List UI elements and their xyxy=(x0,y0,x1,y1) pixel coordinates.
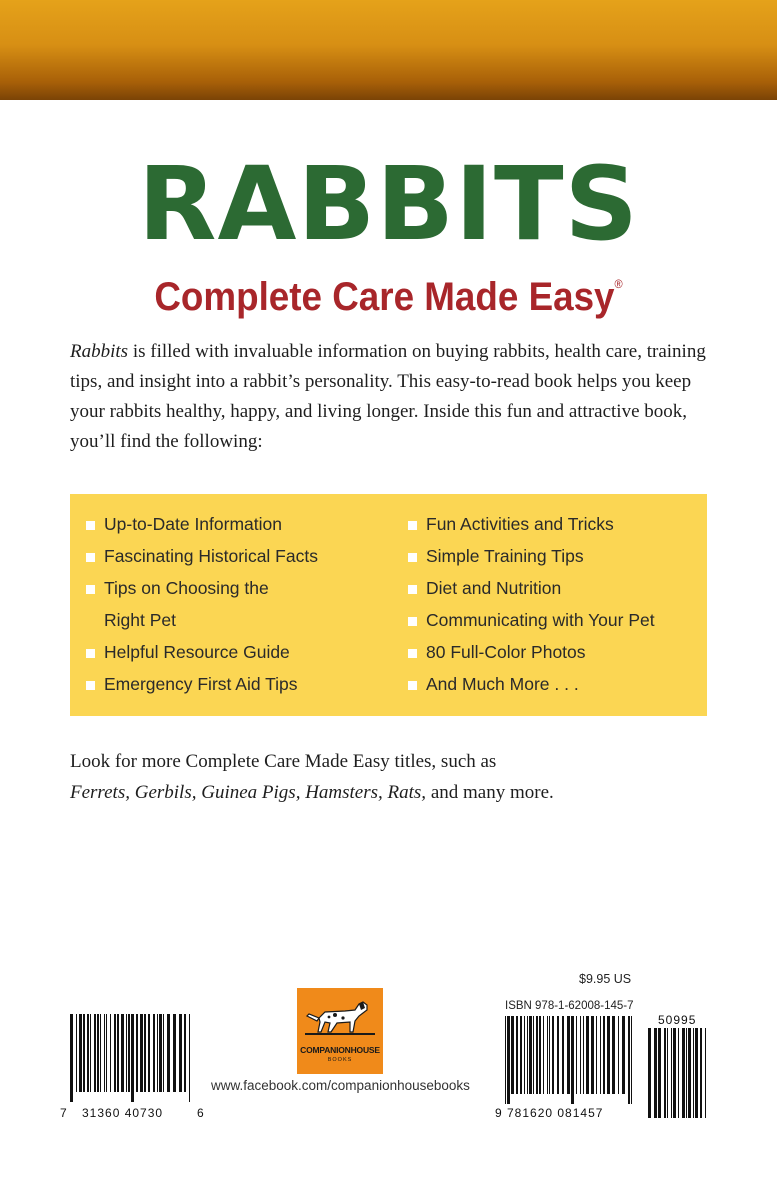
barcode-bar xyxy=(189,1014,190,1102)
feature-label: Tips on Choosing the Right Pet xyxy=(104,578,269,630)
barcode-bar xyxy=(648,1028,651,1118)
barcode-bar xyxy=(153,1014,155,1092)
publisher-logo xyxy=(297,988,383,1074)
intro-text: is filled with invaluable information on buying rabbits, health care, training tips, and insight into a rabbit’s personality. This easy-to-read book helps you keep your rabbits healthy, happy, and living longer. Inside this fun and attractive book, you’ll find the following: xyxy=(70,341,706,452)
barcode-bar xyxy=(94,1014,96,1092)
barcode-bar xyxy=(667,1028,668,1118)
bullet-icon xyxy=(408,585,417,594)
feature-item xyxy=(408,668,698,700)
barcode-bar xyxy=(705,1028,706,1118)
barcode-bar xyxy=(618,1016,619,1094)
feature-item xyxy=(408,604,698,636)
upc-digit-right: 6 xyxy=(197,1106,205,1120)
barcode-bar xyxy=(686,1028,687,1118)
barcode-bar xyxy=(140,1014,143,1092)
intro-italic-lead: Rabbits xyxy=(70,341,129,362)
subtitle-text: Complete Care Made Easy xyxy=(154,275,615,319)
feature-label: Diet and Nutrition xyxy=(426,578,562,598)
barcode-bar xyxy=(539,1016,541,1094)
feature-label: 80 Full-Color Photos xyxy=(426,642,586,662)
bullet-icon xyxy=(86,553,95,562)
barcode-bar xyxy=(507,1016,510,1104)
bullet-icon xyxy=(86,681,95,690)
barcode-bar xyxy=(148,1014,150,1092)
barcode-bar xyxy=(90,1014,91,1092)
barcode-bar xyxy=(128,1014,130,1092)
bullet-icon xyxy=(408,521,417,530)
barcode-bar xyxy=(121,1014,124,1092)
barcode-bar xyxy=(536,1016,538,1094)
barcode-bar xyxy=(529,1016,532,1094)
bullet-icon xyxy=(408,617,417,626)
feature-label: And Much More . . . xyxy=(426,674,579,694)
feature-label: Helpful Resource Guide xyxy=(104,642,290,662)
barcode-bar xyxy=(520,1016,522,1094)
more-titles-line1: Look for more Complete Care Made Easy titles, such as xyxy=(70,751,497,772)
feature-item xyxy=(86,572,296,636)
intro-paragraph xyxy=(70,337,720,457)
more-titles-paragraph xyxy=(70,746,720,808)
feature-label: Fascinating Historical Facts xyxy=(104,546,318,566)
book-title: RABBITS xyxy=(138,145,639,264)
barcode-bar xyxy=(552,1016,554,1094)
barcode-bar xyxy=(631,1016,632,1104)
barcode-bar xyxy=(543,1016,544,1094)
barcode-bar xyxy=(159,1014,162,1092)
barcode-bar xyxy=(144,1014,146,1092)
barcode-bar xyxy=(682,1028,685,1118)
pointer-dog-icon xyxy=(297,988,383,1044)
barcode-bar xyxy=(600,1016,601,1094)
upc-digits-middle: 31360 40730 xyxy=(82,1106,164,1120)
barcode-bar xyxy=(580,1016,581,1094)
barcode-bar xyxy=(184,1014,186,1092)
barcode-bar xyxy=(114,1014,116,1092)
barcode-bar xyxy=(100,1014,101,1092)
barcode-bar xyxy=(612,1016,615,1094)
barcode-bar xyxy=(557,1016,559,1094)
barcode-bar xyxy=(695,1028,698,1118)
top-color-band xyxy=(0,0,777,100)
barcode-bar xyxy=(516,1016,518,1094)
feature-label: Up-to-Date Information xyxy=(104,514,282,534)
barcode-bar xyxy=(607,1016,610,1094)
registered-mark: ® xyxy=(614,277,623,291)
barcode-bar xyxy=(136,1014,138,1092)
feature-item xyxy=(86,636,386,668)
barcode-bar xyxy=(104,1014,105,1092)
barcode-bar xyxy=(163,1014,164,1092)
barcode-bar xyxy=(562,1016,564,1094)
barcode-bar xyxy=(673,1028,676,1118)
barcode-bar xyxy=(603,1016,605,1094)
isbn-barcode xyxy=(505,1016,635,1104)
barcode-bar xyxy=(527,1016,528,1094)
barcode-bar xyxy=(693,1028,694,1118)
barcode-bar xyxy=(87,1014,89,1092)
feature-item xyxy=(86,668,386,700)
barcode-bar xyxy=(76,1014,77,1092)
barcode-bar xyxy=(110,1014,111,1092)
barcode-bar xyxy=(586,1016,589,1094)
barcode-bar xyxy=(179,1014,182,1092)
barcode-bar xyxy=(533,1016,534,1094)
feature-item xyxy=(408,636,698,668)
upc-barcode xyxy=(70,1014,192,1102)
feature-item xyxy=(86,508,386,540)
barcode-bar xyxy=(678,1028,679,1118)
feature-item xyxy=(408,508,698,540)
isbn-label: ISBN 978-1-62008-145-7 xyxy=(505,1000,634,1012)
more-titles-italic: Ferrets, Gerbils, Guinea Pigs, Hamsters, Rats, xyxy=(70,782,427,803)
barcode-bar xyxy=(700,1028,702,1118)
feature-item xyxy=(408,540,698,572)
barcode-bar xyxy=(157,1014,158,1092)
addon-barcode xyxy=(648,1028,710,1118)
feature-label: Emergency First Aid Tips xyxy=(104,674,298,694)
isbn-barcode-digits: 9 781620 081457 xyxy=(495,1106,604,1120)
barcode-bar xyxy=(591,1016,594,1094)
bullet-icon xyxy=(86,585,95,594)
bullet-icon xyxy=(86,521,95,530)
feature-label: Simple Training Tips xyxy=(426,546,584,566)
barcode-bar xyxy=(688,1028,691,1118)
barcode-bar xyxy=(117,1014,119,1092)
barcode-bar xyxy=(97,1014,99,1092)
feature-column-left xyxy=(86,508,386,700)
barcode-bar xyxy=(524,1016,525,1094)
bullet-icon xyxy=(408,649,417,658)
barcode-bar xyxy=(567,1016,570,1094)
addon-barcode-digits: 50995 xyxy=(658,1013,697,1027)
feature-item xyxy=(408,572,698,604)
barcode-bar xyxy=(658,1028,661,1118)
barcode-bar xyxy=(596,1016,597,1094)
barcode-bar xyxy=(173,1014,176,1092)
barcode-bar xyxy=(83,1014,85,1092)
logo-name: COMPANIONHOUSE xyxy=(300,1045,380,1055)
barcode-bar xyxy=(126,1014,127,1092)
book-subtitle xyxy=(31,259,746,322)
feature-list-box xyxy=(70,494,707,716)
upc-digit-left: 7 xyxy=(60,1106,68,1120)
feature-label: Communicating with Your Pet xyxy=(426,610,655,630)
logo-subname: BOOKS xyxy=(327,1057,353,1063)
barcode-bar xyxy=(576,1016,577,1094)
barcode-bar xyxy=(671,1028,672,1118)
bullet-icon xyxy=(86,649,95,658)
barcode-bar xyxy=(131,1014,134,1102)
feature-column-right xyxy=(408,508,698,700)
barcode-bar xyxy=(628,1016,630,1104)
barcode-bar xyxy=(622,1016,625,1094)
barcode-bar xyxy=(511,1016,514,1094)
barcode-bar xyxy=(70,1014,73,1102)
barcode-bar xyxy=(654,1028,657,1118)
feature-label: Fun Activities and Tricks xyxy=(426,514,614,534)
price-label: $9.95 US xyxy=(579,972,632,986)
bullet-icon xyxy=(408,553,417,562)
barcode-bar xyxy=(79,1014,82,1092)
barcode-bar xyxy=(106,1014,107,1092)
feature-item xyxy=(86,540,386,572)
bullet-icon xyxy=(408,681,417,690)
barcode-bar xyxy=(549,1016,550,1094)
barcode-bar xyxy=(571,1016,574,1104)
barcode-bar xyxy=(547,1016,548,1094)
barcode-bar xyxy=(664,1028,666,1118)
barcode-bar xyxy=(583,1016,584,1094)
barcode-bar xyxy=(167,1014,170,1092)
barcode-bar xyxy=(505,1016,506,1104)
facebook-link[interactable]: www.facebook.com/companionhousebooks xyxy=(211,1078,470,1093)
more-titles-end: and many more. xyxy=(426,782,554,803)
